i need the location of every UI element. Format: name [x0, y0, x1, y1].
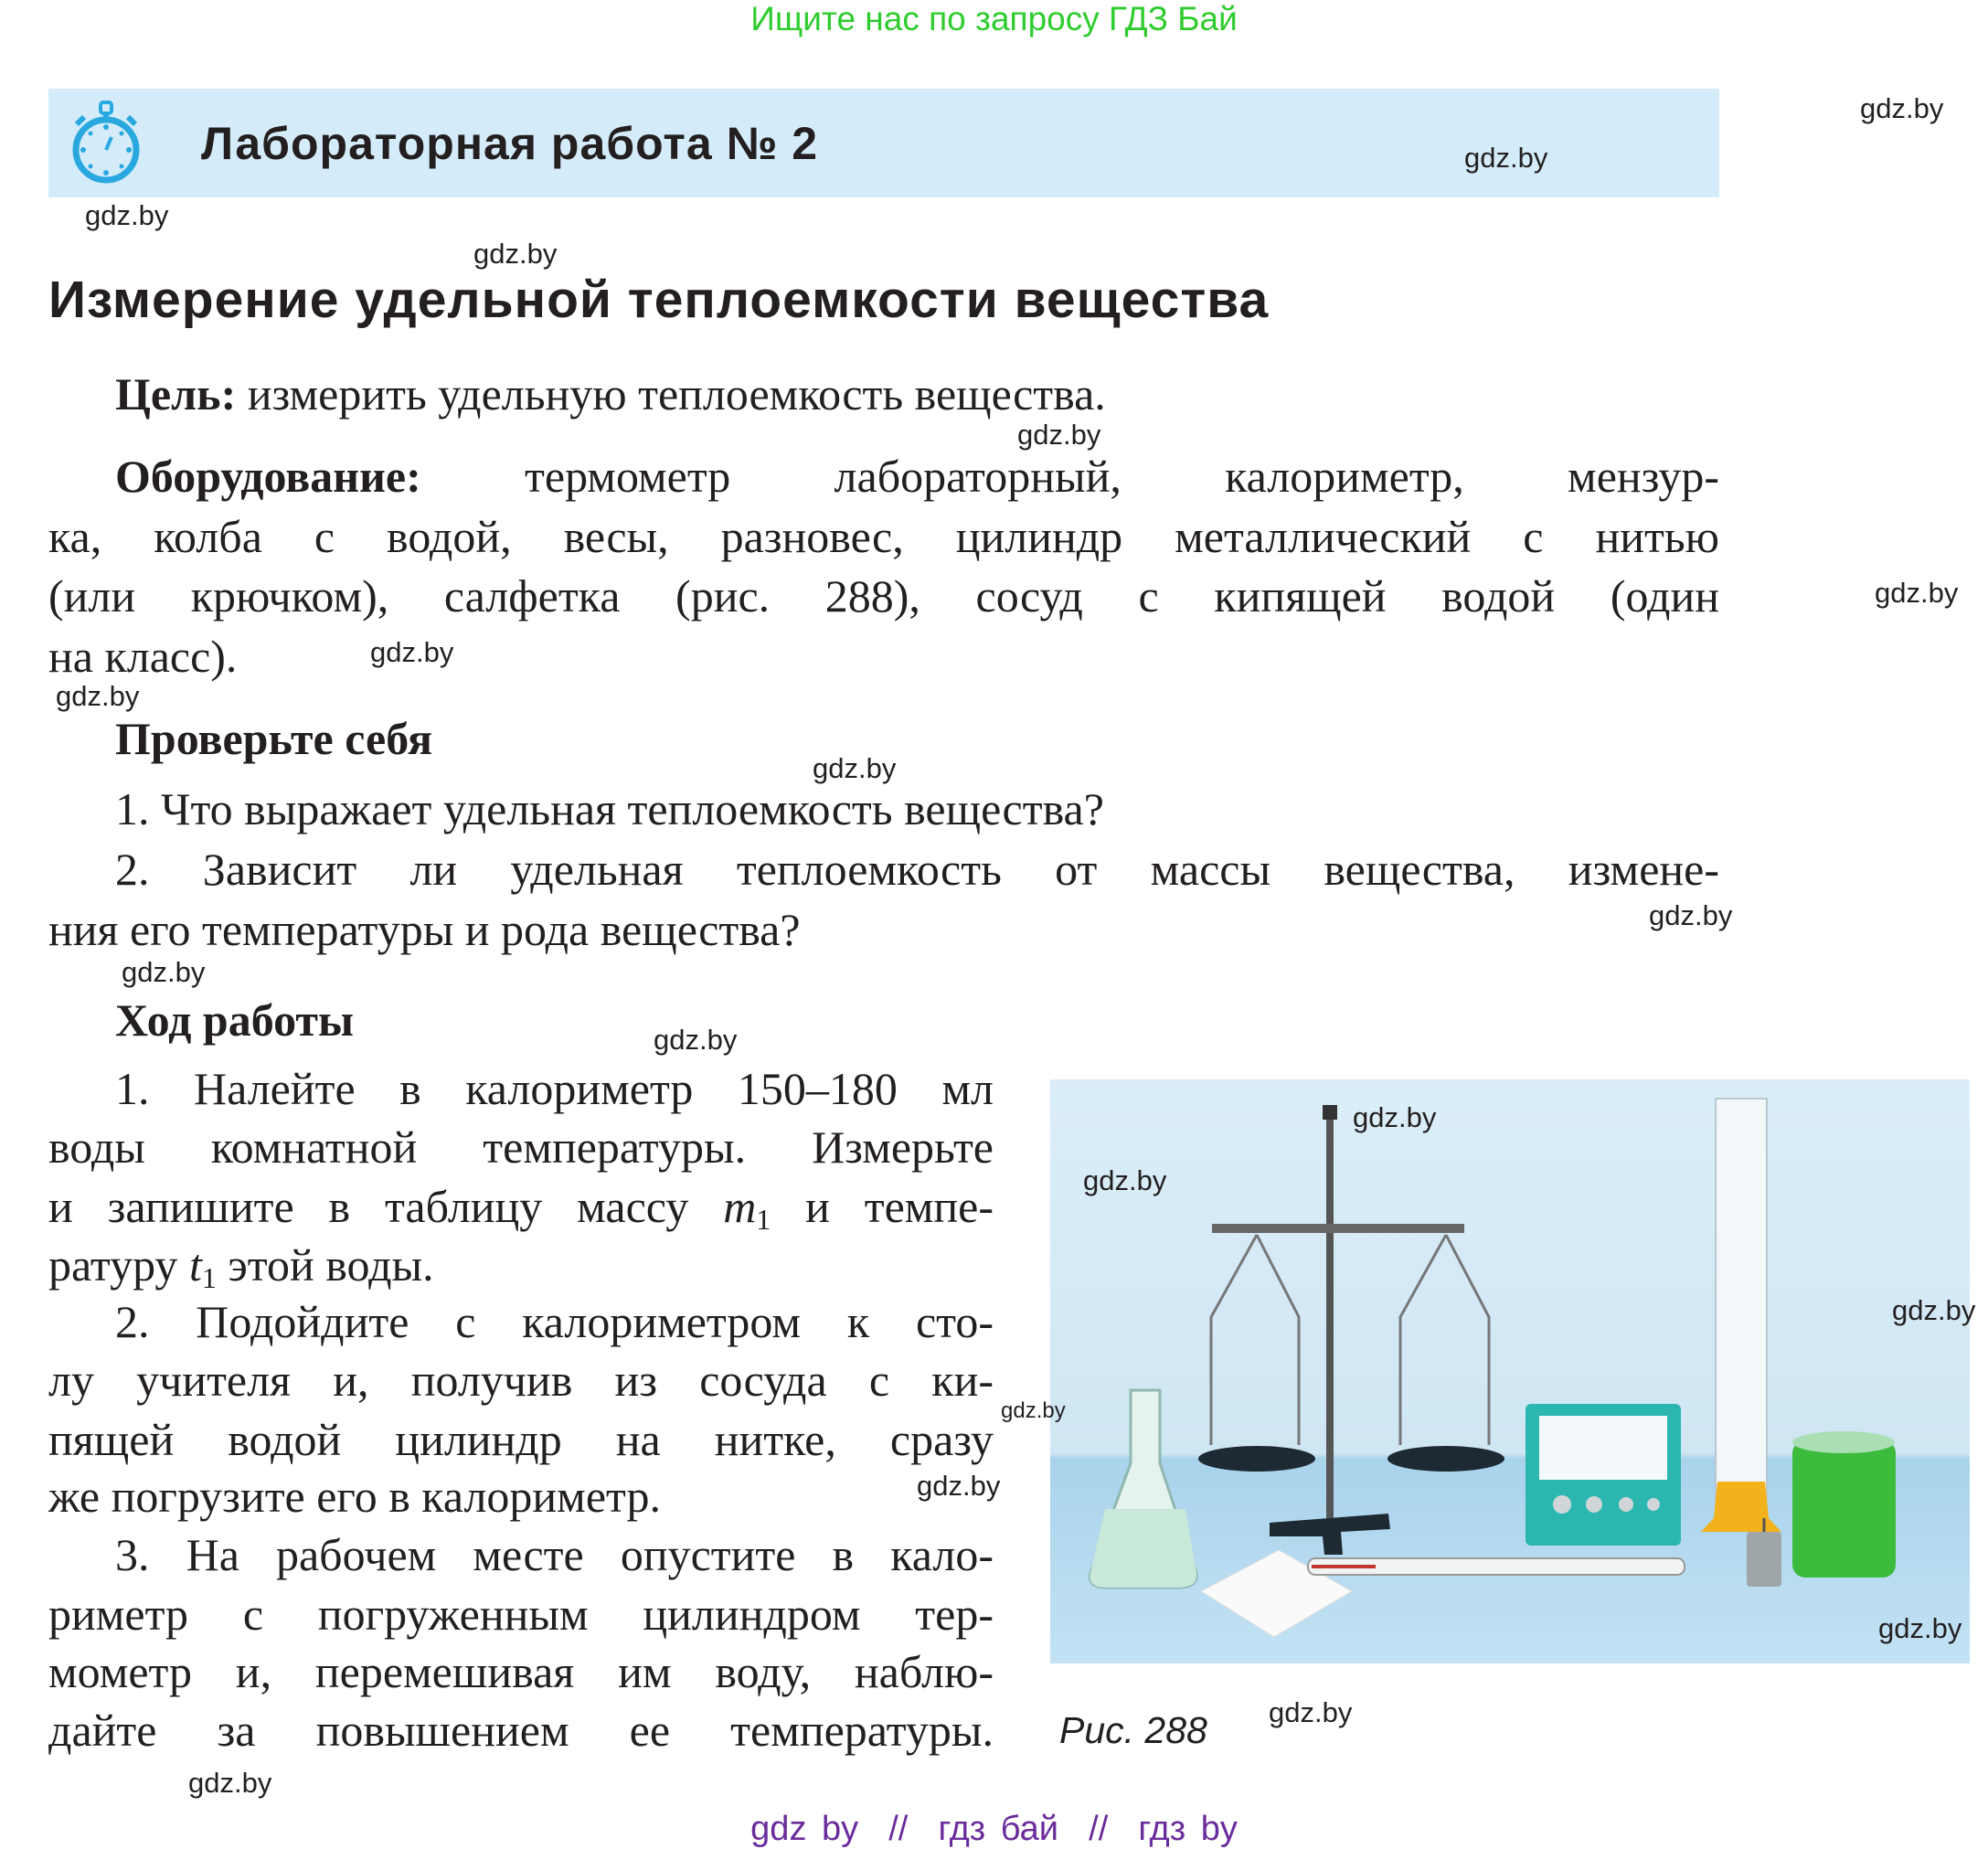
- equipment-line: ка, колба с водой, весы, разновес, цилиндр металлический с нитью: [48, 511, 1719, 562]
- goal-label: Цель:: [115, 368, 237, 420]
- text: этой воды.: [216, 1239, 434, 1291]
- equipment-line: [115, 452, 1719, 501]
- question-2: 2. Зависит ли удельная теплоемкость от массы вещества, измене-: [115, 844, 1719, 895]
- question-1: 1. Что выражает удельная теплоемкость вещества?: [115, 783, 1104, 834]
- text: и темпе-: [771, 1181, 994, 1232]
- goal-line: [115, 369, 1106, 419]
- watermark: gdz.by: [188, 1767, 272, 1799]
- watermark: gdz.by: [1017, 419, 1101, 451]
- step-1-line: [48, 1181, 994, 1236]
- equipment-line: на класс).: [48, 631, 238, 682]
- watermark: gdz.by: [1875, 577, 1959, 609]
- watermark: gdz.by: [1464, 142, 1548, 174]
- watermark: gdz.by: [1001, 1398, 1066, 1423]
- watermark: gdz.by: [1269, 1696, 1353, 1728]
- lab-title: Лабораторная работа № 2: [201, 118, 819, 169]
- subscript: 1: [756, 1203, 771, 1236]
- figure-288-lab-equipment: [1050, 1079, 1970, 1663]
- step-2-line: лу учителя и, получив из сосуда с ки-: [48, 1355, 994, 1406]
- calorimeter: [1792, 1431, 1896, 1578]
- watermark: gdz.by: [1649, 899, 1733, 931]
- watermark: gdz.by: [1892, 1294, 1976, 1326]
- watermark: gdz.by: [122, 956, 206, 988]
- watermark: gdz.by: [1860, 92, 1944, 124]
- watermark: gdz.by: [1083, 1164, 1167, 1196]
- step-3-line: 3. На рабочем месте опустите в кало-: [115, 1529, 994, 1580]
- watermark: gdz.by: [1878, 1612, 1962, 1644]
- watermark: gdz.by: [813, 752, 897, 784]
- step-1-line: воды комнатной температуры. Измерьте: [48, 1121, 994, 1173]
- watermark: gdz.by: [85, 199, 169, 231]
- page-title: Измерение удельной теплоемкости вещества: [48, 271, 1270, 329]
- step-1-line: [48, 1239, 434, 1294]
- step-3-line: мометр и, перемешивая им воду, наблю-: [48, 1646, 994, 1697]
- step-3-line: дайте за повышением ее температуры.: [48, 1705, 994, 1756]
- text: и запишите в таблицу массу: [48, 1181, 724, 1232]
- watermark: gdz.by: [1353, 1101, 1437, 1133]
- step-2-line: пящей водой цилиндр на нитке, сразу: [48, 1414, 994, 1465]
- watermark: gdz.by: [473, 238, 558, 270]
- step-2-line: 2. Подойдите с калориметром к сто-: [115, 1296, 994, 1347]
- stopwatch-icon: [69, 97, 143, 188]
- search-hint: Ищите нас по запросу ГДЗ Бай: [750, 0, 1238, 37]
- step-1-line: 1. Налейте в калориметр 150–180 мл: [115, 1063, 994, 1114]
- equipment-label: Оборудование:: [115, 451, 421, 502]
- watermark: gdz.by: [654, 1024, 738, 1056]
- question-2-cont: ния его температуры и рода вещества?: [48, 904, 801, 955]
- figure-caption: Рис. 288: [1059, 1709, 1207, 1751]
- var-t: t: [188, 1239, 202, 1291]
- watermark: gdz.by: [56, 680, 140, 712]
- step-3-line: риметр с погруженным цилиндром тер-: [48, 1589, 994, 1640]
- watermark: gdz.by: [917, 1470, 1001, 1502]
- check-heading: Проверьте себя: [115, 713, 433, 764]
- goal-text: измерить удельную теплоемкость вещества.: [236, 368, 1106, 420]
- weights-box: [1526, 1404, 1681, 1546]
- text: ратуру: [48, 1239, 189, 1291]
- equipment-line: (или крючком), салфетка (рис. 288), сосуд с кипящей водой (один: [48, 570, 1719, 622]
- subscript: 1: [201, 1261, 217, 1294]
- footer-links: gdz by // гдз бай // гдз by: [750, 1810, 1238, 1848]
- step-2-line: же погрузите его в калориметр.: [48, 1471, 661, 1522]
- equipment-text: термометр лабораторный, калориметр, мензур-: [420, 451, 1719, 502]
- progress-heading: Ход работы: [115, 994, 355, 1046]
- var-m: m: [723, 1181, 757, 1232]
- watermark: gdz.by: [370, 636, 454, 668]
- thermometer: [1308, 1558, 1685, 1575]
